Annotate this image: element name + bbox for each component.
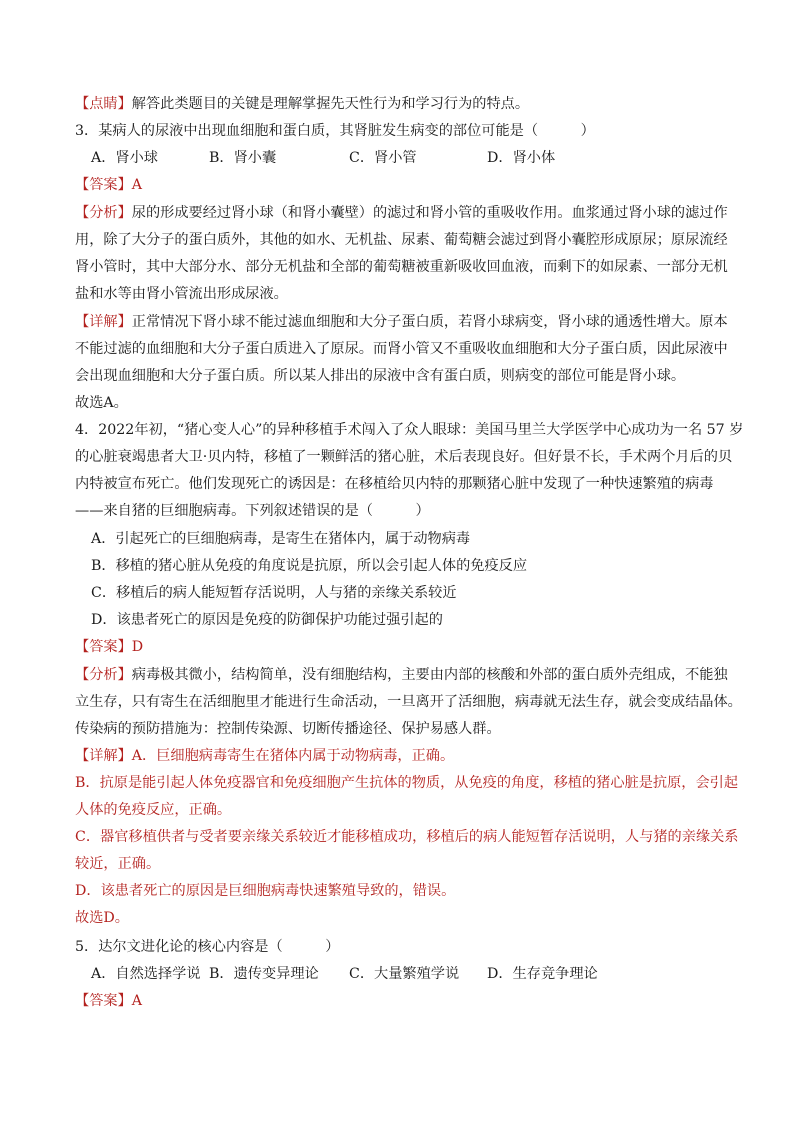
- q4-stem-line-4: ——来自猪的巨细胞病毒。下列叙述错误的是（ ）: [75, 503, 430, 519]
- q5-stem: 5．达尔文进化论的核心内容是（ ）: [75, 939, 340, 955]
- q4-option-c: C．移植后的病人能短暂存活说明，人与猪的亲缘关系较近: [91, 585, 457, 601]
- q4-detail-text-1: A．巨细胞病毒寄生在猪体内属于动物病毒，正确。: [131, 748, 455, 764]
- q4-analysis-line-2: 立生存，只有寄生在活细胞里才能进行生命活动，一旦离开了活细胞，病毒就无法生存，就会变成结晶体。: [75, 694, 742, 710]
- note-label: 【点睛】: [75, 96, 132, 112]
- q5-answer: [75, 992, 142, 1010]
- q4-detail-line-4: C．器官移植供者与受者要亲缘关系较近才能移植成功，移植后的病人能短暂存活说明，人与猪的亲缘关系: [75, 829, 739, 845]
- q4-option-b: B．移植的猪心脏从免疫的角度说是抗原，所以会引起人体的免疫反应: [91, 558, 528, 574]
- q3-option-b: B．肾小囊: [209, 150, 277, 166]
- q4-detail-line-1: [75, 747, 454, 765]
- q3-analysis-line-1: [75, 204, 728, 222]
- q5-option-a: A．自然选择学说: [91, 966, 201, 982]
- q4-detail-label: 【详解】: [75, 748, 132, 764]
- q3-option-d: D．肾小体: [487, 150, 556, 166]
- q4-detail-line-6: D．该患者死亡的原因是巨细胞病毒快速繁殖导致的，错误。: [75, 883, 456, 899]
- q3-analysis-text-1: 尿的形成要经过肾小球（和肾小囊壁）的滤过和肾小管的重吸收作用。血浆通过肾小球的滤过作: [131, 205, 728, 221]
- q4-stem-line-3: 内特被宣布死亡。他们发现死亡的诱因是：在移植给贝内特的那颗猪心脏中发现了一种快速繁殖的病毒: [75, 476, 714, 492]
- q4-detail-line-3: 人体的免疫反应，正确。: [75, 802, 232, 818]
- note-text: 解答此类题目的关键是理解掌握先天性行为和学习行为的特点。: [131, 96, 530, 112]
- q3-analysis-line-4: 盐和水等由肾小管流出形成尿液。: [75, 286, 288, 302]
- q3-stem: 3．某病人的尿液中出现血细胞和蛋白质，其肾脏发生病变的部位可能是（ ）: [75, 123, 595, 139]
- q3-detail-line-2: 不能过滤的血细胞和大分子蛋白质进入了原尿。而肾小管又不重吸收血细胞和大分子蛋白质，因此尿液中: [75, 341, 728, 357]
- note-paragraph: [75, 95, 529, 113]
- q4-answer-value: D: [131, 639, 144, 655]
- q5-option-c: C．大量繁殖学说: [349, 966, 460, 982]
- q3-detail-text-1: 正常情况下肾小球不能过滤血细胞和大分子蛋白质，若肾小球病变，肾小球的通透性增大。原本: [131, 314, 728, 330]
- q4-answer-label: 【答案】: [75, 639, 132, 655]
- q4-option-d: D．该患者死亡的原因是免疫的防御保护功能过强引起的: [91, 612, 443, 628]
- q4-conclusion: 故选D。: [75, 910, 129, 926]
- q4-detail-line-2: B．抗原是能引起人体免疫器官和免疫细胞产生抗体的物质，从免疫的角度，移植的猪心脏是抗原，会引起: [75, 775, 739, 791]
- q3-detail-label: 【详解】: [75, 314, 132, 330]
- q3-option-c: C．肾小管: [349, 150, 417, 166]
- q3-answer-value: A: [131, 177, 143, 193]
- q3-answer: [75, 176, 142, 194]
- q4-option-a: A．引起死亡的巨细胞病毒，是寄生在猪体内，属于动物病毒: [91, 531, 471, 547]
- q4-stem-line-1: 4．2022年初，“猪心变人心”的异种移植手术闯入了众人眼球：美国马里兰大学医学中心成功为一名 57 岁: [75, 422, 744, 438]
- q4-analysis-label: 【分析】: [75, 667, 132, 683]
- q3-detail-line-1: [75, 313, 728, 331]
- q5-answer-label: 【答案】: [75, 993, 132, 1009]
- q3-analysis-label: 【分析】: [75, 205, 132, 221]
- q3-answer-label: 【答案】: [75, 177, 132, 193]
- q5-option-d: D．生存竞争理论: [487, 966, 598, 982]
- q3-conclusion: 故选A。: [75, 395, 128, 411]
- q5-answer-value: A: [131, 993, 143, 1009]
- q4-answer: [75, 638, 143, 656]
- q3-analysis-line-2: 用，除了大分子的蛋白质外，其他的如水、无机盐、尿素、葡萄糖会滤过到肾小囊腔形成原尿；原尿流经: [75, 232, 728, 248]
- q4-analysis-line-3: 传染病的预防措施为：控制传染源、切断传播途径、保护易感人群。: [75, 721, 501, 737]
- q3-detail-line-3: 会出现血细胞和大分子蛋白质。所以某人排出的尿液中含有蛋白质，则病变的部位可能是肾小球。: [75, 368, 686, 384]
- q3-option-a: A．肾小球: [91, 150, 158, 166]
- q4-analysis-line-1: [75, 666, 728, 684]
- q3-analysis-line-3: 肾小管时，其中大部分水、部分无机盐和全部的葡萄糖被重新吸收回血液，而剩下的如尿素、一部分无机: [75, 259, 728, 275]
- q4-stem-line-2: 的心脏衰竭患者大卫·贝内特，移植了一颗鲜活的猪心脏，术后表现良好。但好景不长，手术两个月后的贝: [75, 449, 733, 465]
- q4-analysis-text-1: 病毒极其微小，结构简单，没有细胞结构，主要由内部的核酸和外部的蛋白质外壳组成，不能独: [131, 667, 728, 683]
- q5-option-b: B．遗传变异理论: [209, 966, 319, 982]
- q4-detail-line-5: 较近，正确。: [75, 856, 161, 872]
